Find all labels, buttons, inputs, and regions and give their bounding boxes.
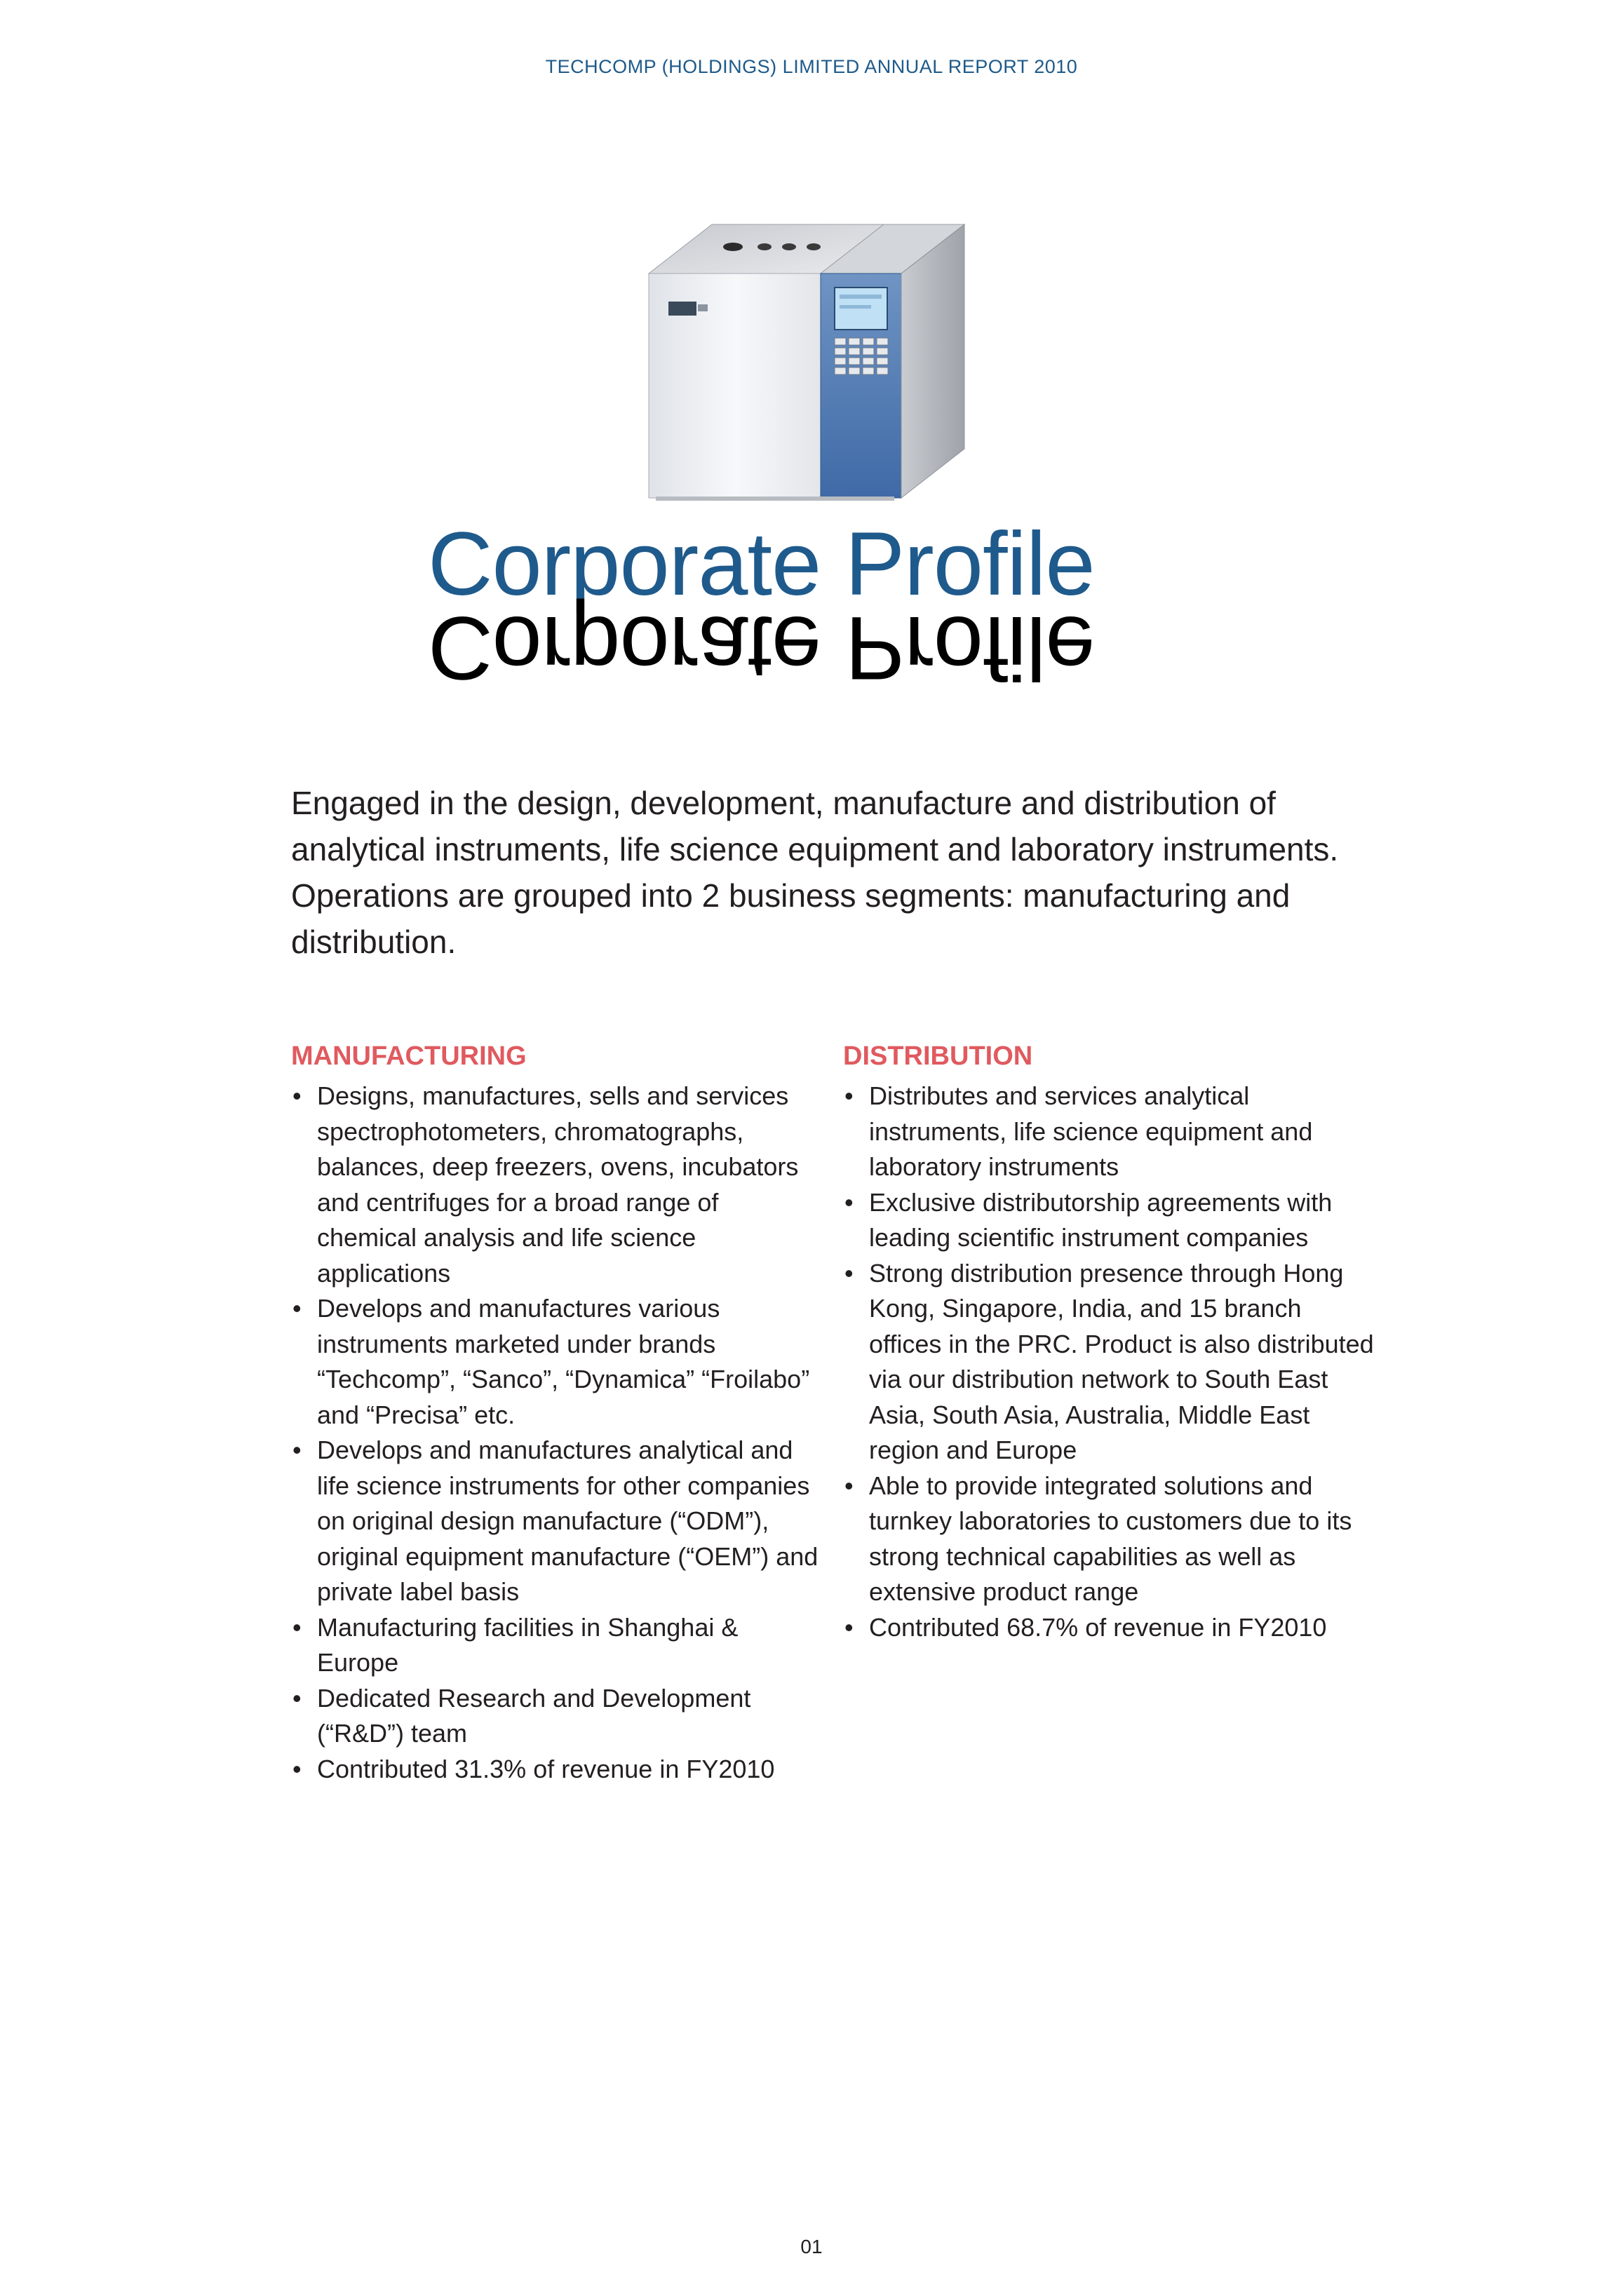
page-number: 01 — [800, 2236, 823, 2257]
bullet-icon: • — [292, 1081, 302, 1110]
bullet-icon: • — [292, 1683, 302, 1713]
bullet-icon: • — [844, 1612, 854, 1642]
report-header: TECHCOMP (HOLDINGS) LIMITED ANNUAL REPORT 2010 — [545, 56, 1078, 77]
list-item — [843, 1256, 1376, 1468]
bullet-icon: • — [844, 1081, 854, 1110]
list-item-text: Able to provide integrated solutions and turnkey laboratories to customers due to its strong technical capabilities as well as extensive product range — [869, 1471, 1352, 1606]
list-item — [291, 1079, 824, 1291]
list-item — [291, 1610, 824, 1681]
list-item-text: Contributed 68.7% of revenue in FY2010 — [869, 1612, 1327, 1642]
list-item — [843, 1468, 1376, 1610]
distribution-heading: DISTRIBUTION — [843, 1041, 1033, 1071]
list-item-text: Strong distribution presence through Hong Kong, Singapore, India, and 15 branch offices in the PRC. Product is also distributed via our distribution network to South East Asia, South Asia, Australia, Middle East region and Europe — [869, 1258, 1374, 1464]
page-title: Corporate Profile — [428, 514, 1095, 614]
list-item-text: Contributed 31.3% of revenue in FY2010 — [317, 1754, 775, 1783]
list-item — [291, 1752, 824, 1788]
manufacturing-section — [291, 1038, 824, 1787]
list-item-text: Develops and manufactures various instruments marketed under brands “Techcomp”, “Sanco”, “Dynamica” “Froilabo” and “Precisa” etc. — [317, 1294, 810, 1429]
page-title-reflection: Corporate Profile — [428, 597, 1095, 698]
list-item — [843, 1079, 1376, 1185]
list-item-text: Designs, manufactures, sells and services spectrophotometers, chromatographs, balances, deep freezers, ovens, incubators and centrifuges for a broad range of chemical analysis and life science applications — [317, 1081, 799, 1288]
distribution-section — [843, 1038, 1376, 1645]
list-item-text: Dedicated Research and Development (“R&D”) team — [317, 1683, 751, 1748]
list-item — [843, 1185, 1376, 1256]
list-item — [291, 1681, 824, 1752]
bullet-icon: • — [844, 1471, 854, 1500]
bullet-icon: • — [292, 1754, 302, 1783]
list-item-text: Distributes and services analytical instruments, life science equipment and laboratory instruments — [869, 1081, 1313, 1181]
gas-chromatograph-instrument-icon — [635, 217, 971, 512]
intro-paragraph: Engaged in the design, development, manufacture and distribution of analytical instruments, life science equipment and laboratory instruments. Operations are grouped into 2 business segments: manufacturing and distribution. — [291, 785, 1339, 960]
list-item-text: Exclusive distributorship agreements with leading scientific instrument companies — [869, 1187, 1333, 1252]
bullet-icon: • — [292, 1294, 302, 1323]
manufacturing-list — [291, 1079, 824, 1787]
title-block — [428, 512, 1305, 722]
list-item — [291, 1291, 824, 1433]
distribution-list — [843, 1079, 1376, 1645]
bullet-icon: • — [292, 1612, 302, 1642]
manufacturing-heading: MANUFACTURING — [291, 1041, 527, 1071]
bullet-icon: • — [292, 1436, 302, 1464]
list-item-text: Develops and manufactures analytical and life science instruments for other companies on original design manufacture (“ODM”), original equipment manufacture (“OEM”) and private label basis — [317, 1436, 819, 1606]
list-item-text: Manufacturing facilities in Shanghai & Europe — [317, 1612, 739, 1677]
list-item — [291, 1433, 824, 1610]
bullet-icon: • — [844, 1187, 854, 1217]
list-item — [843, 1610, 1376, 1646]
bullet-icon: • — [844, 1258, 854, 1288]
